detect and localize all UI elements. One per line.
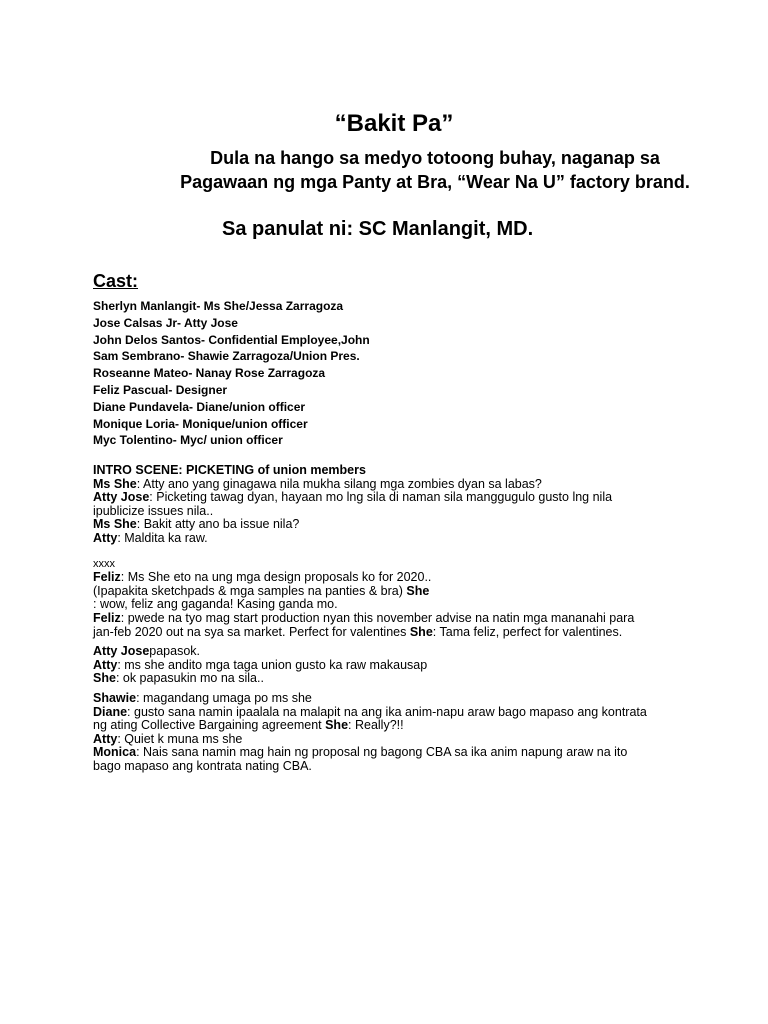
cast-member: Monique Loria- Monique/union officer [93, 416, 308, 431]
speaker-name: Atty [93, 657, 118, 672]
dialogue-line [93, 585, 653, 599]
speaker-name: Atty Jose [93, 644, 150, 659]
dialogue-line [93, 746, 653, 773]
dialogue-line [93, 518, 653, 532]
dialogue-text: : Tama feliz, perfect for valentines. [432, 624, 623, 639]
cast-member: Sam Sembrano- Shawie Zarragoza/Union Pres. [93, 349, 360, 364]
script-body [93, 464, 653, 773]
dialogue-line [93, 571, 653, 585]
dialogue-text: : Bakit atty ano ba issue nila? [136, 517, 300, 532]
speaker-name: Feliz [93, 570, 121, 585]
scene-heading: INTRO SCENE: PICKETING of union members [93, 463, 366, 477]
dialogue-text: : wow, feliz ang gaganda! Kasing ganda mo. [93, 597, 338, 612]
cast-member: John Delos Santos- Confidential Employee,John [93, 332, 370, 347]
dialogue-line [93, 645, 653, 659]
cast-member: Sherlyn Manlangit- Ms She/Jessa Zarragoza [93, 299, 344, 313]
dialogue-text: : Atty ano yang ginagawa nila mukha silang mga zombies dyan sa labas? [136, 476, 542, 491]
speaker-name: Shawie [93, 690, 137, 705]
speaker-name: She [409, 624, 433, 639]
dialogue-text: : Ms She eto na ung mga design proposals ko for 2020.. [120, 570, 432, 585]
speaker-name: Atty [93, 530, 118, 545]
speaker-name: Diane [93, 704, 128, 719]
dialogue-line [93, 491, 653, 518]
dialogue-text: : Picketing tawag dyan, hayaan mo lng sila di naman sila manggugulo gusto lng nila ipublicize issues nila.. [93, 490, 613, 518]
dialogue-line [93, 706, 653, 733]
dialogue-text: : Maldita ka raw. [117, 530, 208, 545]
dialogue-text: : gusto sana namin ipaalala na malapit na ang ika anim-napu araw bago mapaso ang kontrata ng ating Collective Bargaining agreement [93, 704, 647, 733]
dialogue-text: : pwede na tyo mag start production nyan this november advise na natin mga mananahi para jan-feb 2020 out na sya sa market. Perfect for valentines [93, 610, 635, 639]
cast-member: Diane Pundavela- Diane/union officer [93, 399, 306, 414]
dialogue-text: : Quiet k muna ms she [117, 731, 243, 746]
play-title: “Bakit Pa” [334, 110, 454, 137]
dialogue-line [93, 598, 653, 612]
dialogue-line [93, 733, 653, 747]
dialogue-text: : Nais sana namin mag hain ng proposal ng bagong CBA sa ika anim napung araw na ito bago mapaso ang kontrata nating CBA. [93, 745, 628, 773]
speaker-name: Monica [93, 745, 137, 760]
dialogue-line [93, 692, 653, 706]
cast-list [93, 298, 370, 449]
cast-member: Myc Tolentino- Myc/ union officer [93, 433, 283, 448]
dialogue-text: : Really?!! [348, 718, 404, 733]
speaker-name: She [325, 718, 349, 733]
dialogue-text: : ok papasukin mo na sila.. [115, 671, 264, 686]
speaker-name: Feliz [93, 610, 121, 625]
speaker-name: She [406, 583, 430, 598]
play-author: Sa panulat ni: SC Manlangit, MD. [222, 218, 534, 240]
stage-direction: (Ipapakita sketchpads & mga samples na panties & bra) [93, 583, 407, 598]
dialogue-line [93, 532, 653, 546]
play-subtitle: Dula na hango sa medyo totoong buhay, naganap sa Pagawaan ng mga Panty at Bra, “Wear Na U” factory brand. [180, 148, 690, 192]
speaker-name: Ms She [93, 517, 137, 532]
stage-direction: papasok. [149, 644, 201, 659]
spacer [93, 546, 653, 558]
speaker-name: Atty Jose [93, 490, 150, 505]
speaker-name: Atty [93, 731, 118, 746]
dialogue-text: : magandang umaga po ms she [136, 690, 312, 705]
dialogue-line [93, 672, 653, 686]
speaker-name: She [93, 671, 116, 686]
dialogue-line [93, 612, 653, 639]
dialogue-text: : ms she andito mga taga union gusto ka raw makausap [117, 657, 428, 672]
cast-member: Feliz Pascual- Designer [93, 382, 228, 397]
dialogue-line [93, 478, 653, 492]
cast-heading: Cast: [93, 271, 139, 291]
cast-member: Roseanne Mateo- Nanay Rose Zarragoza [93, 366, 326, 381]
dialogue-line [93, 659, 653, 673]
scene-separator: xxxx [93, 557, 115, 570]
speaker-name: Ms She [93, 476, 137, 491]
cast-member: Jose Calsas Jr- Atty Jose [93, 315, 238, 330]
